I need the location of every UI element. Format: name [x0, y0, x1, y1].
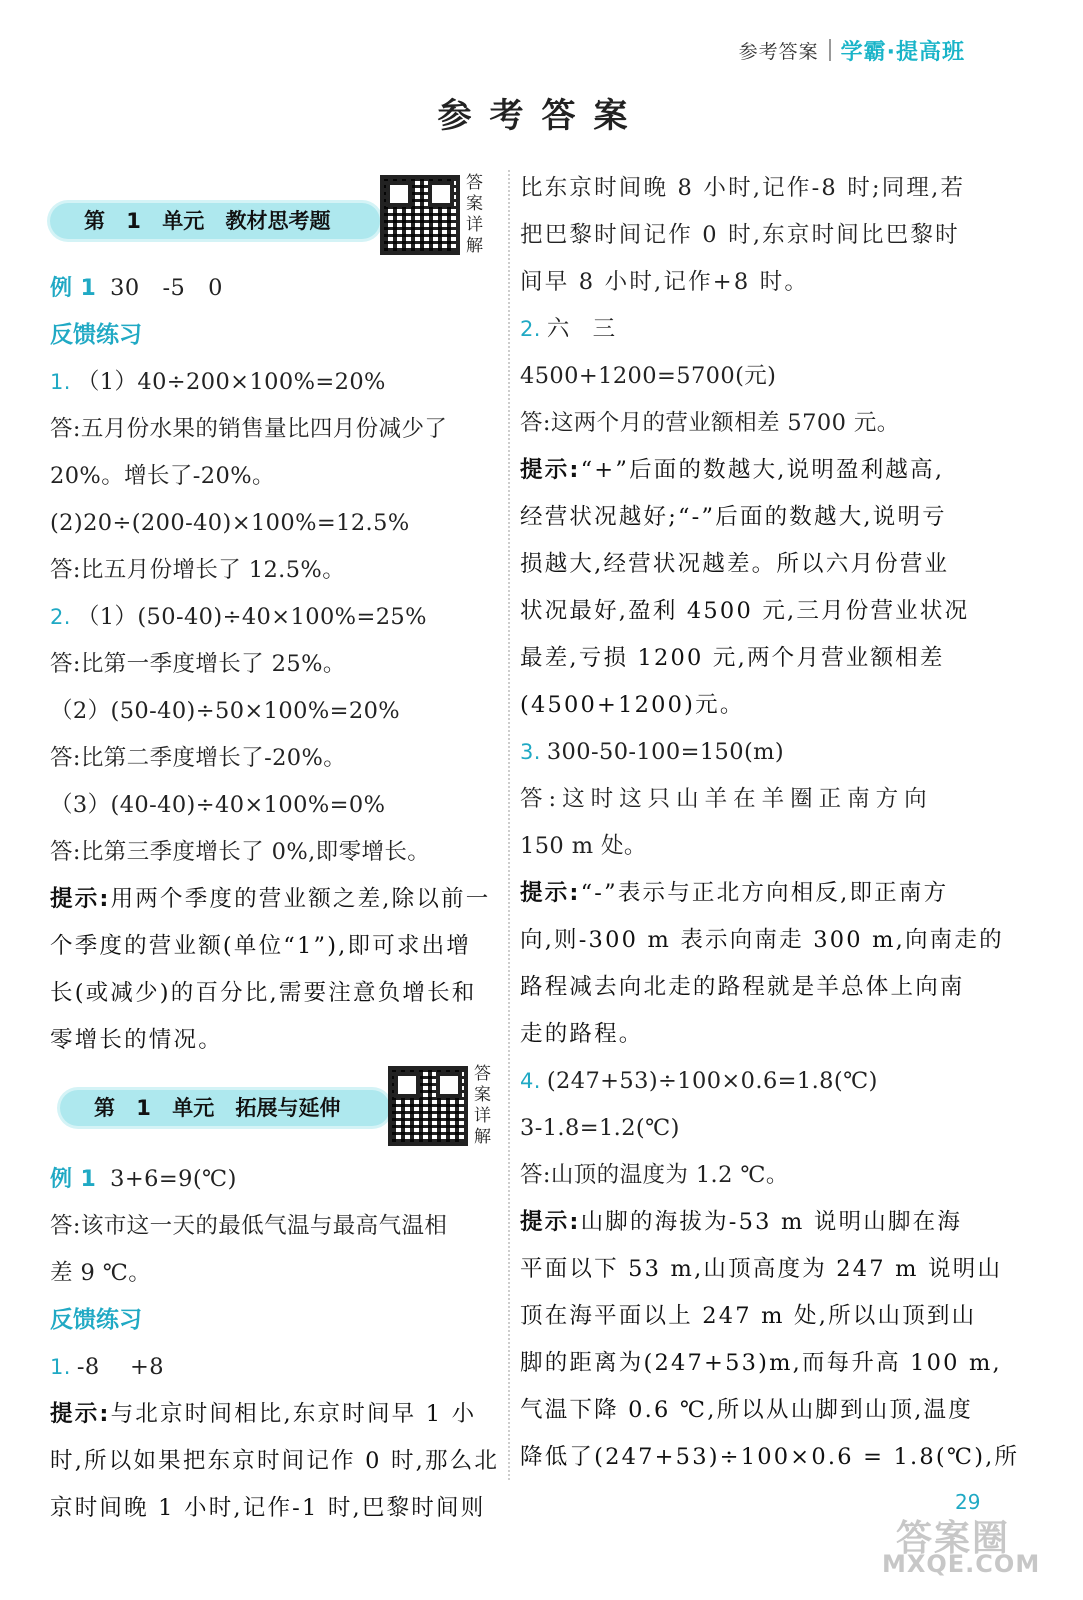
- answer-line: [50, 1344, 498, 1391]
- answer-line: [520, 729, 970, 776]
- answer-line: 3-1.8=1.2(℃): [520, 1115, 680, 1141]
- answer-line: 4500+1200=5700(元): [520, 363, 777, 389]
- tip-text: 山脚的海拔为-53 m 说明山脚在海: [580, 1209, 963, 1235]
- answer-line: 答:比第二季度增长了-20%。: [50, 745, 347, 771]
- tip-line: [50, 876, 498, 923]
- header-brand: 学霸·提高班: [840, 39, 965, 65]
- item-number: 1.: [50, 370, 71, 394]
- answer-line: 差 9 ℃。: [50, 1260, 152, 1286]
- example-label: 例 1: [50, 276, 97, 301]
- tip-label: 提示:: [50, 886, 111, 912]
- section-banner: 第 1 单元 拓展与延伸: [60, 1090, 390, 1126]
- answer-line: 间早 8 小时,记作+8 时。: [520, 269, 810, 295]
- watermark-logo: [876, 1510, 1066, 1580]
- answer-line: 20%。增长了-20%。: [50, 463, 275, 489]
- section-banner-row: [50, 1064, 498, 1156]
- tip-text: 与北京时间相比,东京时间早 1 小: [110, 1401, 477, 1427]
- tip-line: [520, 870, 970, 917]
- header-separator: [829, 39, 831, 61]
- feedback-heading: 反馈练习: [50, 1307, 142, 1333]
- answer-line: [50, 359, 498, 406]
- example-line: [50, 265, 498, 312]
- tip-line: [520, 1199, 970, 1246]
- right-column: [520, 165, 1020, 1481]
- answer-text: 六 三: [546, 316, 616, 342]
- tip-line: 状况最好,盈利 4500 元,三月份营业状况: [520, 598, 970, 624]
- tip-text: “+”后面的数越大,说明盈利越高,: [580, 457, 945, 483]
- qr-caption: 答案详解: [466, 173, 483, 256]
- answer-text: 300-50-100=150(m): [546, 739, 785, 765]
- tip-label: 提示:: [520, 1209, 581, 1235]
- tip-line: 时,所以如果把东京时间记作 0 时,那么北: [50, 1448, 500, 1474]
- answer-text: （1）40÷200×100%=20%: [76, 369, 386, 395]
- tip-line: 顶在海平面以上 247 m 处,所以山顶到山: [520, 1303, 977, 1329]
- tip-line: 走的路程。: [520, 1021, 644, 1047]
- item-number: 2.: [50, 605, 71, 629]
- answer-line: [520, 306, 970, 353]
- page-header: [739, 30, 965, 70]
- answer-line: 答:这两个月的营业额相差 5700 元。: [520, 410, 900, 436]
- answer-line: （3）(40-40)÷40×100%=0%: [50, 792, 386, 818]
- left-column: [50, 165, 498, 1532]
- tip-label: 提示:: [520, 457, 581, 483]
- item-number: 1.: [50, 1355, 71, 1379]
- answer-line: 答:比五月份增长了 12.5%。: [50, 557, 346, 583]
- answer-line: 答:比第一季度增长了 25%。: [50, 651, 346, 677]
- tip-line: 脚的距离为(247+53)m,而每升高 100 m,: [520, 1350, 1002, 1376]
- tip-line: 长(或减少)的百分比,需要注意负增长和: [50, 980, 477, 1006]
- answer-line: 答:五月份水果的销售量比四月份减少了: [50, 416, 448, 442]
- item-number: 3.: [520, 740, 541, 764]
- item-number: 2.: [520, 317, 541, 341]
- example-label: 例 1: [50, 1167, 97, 1192]
- section-banner-row: [50, 165, 498, 265]
- tip-line: 零增长的情况。: [50, 1027, 223, 1053]
- answer-text: (247+53)÷100×0.6=1.8(℃): [546, 1068, 878, 1094]
- tip-line: [50, 1391, 498, 1438]
- tip-line: 个季度的营业额(单位“1”),即可求出增: [50, 933, 472, 959]
- example-text: 30 -5 0: [110, 275, 223, 301]
- tip-line: (4500+1200)元。: [520, 692, 745, 718]
- answer-line: [520, 1058, 970, 1105]
- watermark-bottom: MXQE.COM: [882, 1550, 1041, 1578]
- answer-text: -8 +8: [76, 1354, 164, 1380]
- page-title: 参考答案: [437, 96, 646, 136]
- tip-text: 用两个季度的营业额之差,除以前一: [110, 886, 491, 912]
- tip-line: 京时间晚 1 小时,记作-1 时,巴黎时间则: [50, 1495, 486, 1521]
- qr-code-icon[interactable]: [380, 175, 460, 255]
- answer-line: 把巴黎时间记作 0 时,东京时间比巴黎时: [520, 222, 960, 248]
- example-line: [50, 1156, 498, 1203]
- tip-line: 向,则-300 m 表示向南走 300 m,向南走的: [520, 927, 1004, 953]
- feedback-heading: 反馈练习: [50, 322, 142, 348]
- tip-line: 损越大,经营状况越差。所以六月份营业: [520, 551, 950, 577]
- answer-line: 比东京时间晚 8 小时,记作-8 时;同理,若: [520, 175, 966, 201]
- header-label: 参考答案: [738, 40, 819, 63]
- column-divider: [508, 170, 510, 1480]
- answer-line: 答:该市这一天的最低气温与最高气温相: [50, 1213, 448, 1239]
- tip-line: 经营状况越好;“-”后面的数越大,说明亏: [520, 504, 947, 530]
- tip-line: 降低了(247+53)÷100×0.6 = 1.8(℃),所: [520, 1444, 1020, 1470]
- tip-label: 提示:: [50, 1401, 111, 1427]
- answer-line: 答:比第三季度增长了 0%,即零增长。: [50, 839, 431, 865]
- answer-line: 答:山顶的温度为 1.2 ℃。: [520, 1162, 789, 1188]
- answer-line: [50, 594, 498, 641]
- tip-line: 气温下降 0.6 ℃,所以从山脚到山顶,温度: [520, 1397, 973, 1423]
- item-number: 4.: [520, 1069, 541, 1093]
- example-text: 3+6=9(℃): [110, 1166, 237, 1192]
- qr-code-icon[interactable]: [388, 1066, 468, 1146]
- answer-text: （1）(50-40)÷40×100%=25%: [76, 604, 427, 630]
- tip-line: [520, 447, 970, 494]
- answer-line: （2）(50-40)÷50×100%=20%: [50, 698, 401, 724]
- watermark-top: 答案圈: [896, 1518, 1011, 1559]
- tip-line: 平面以下 53 m,山顶高度为 247 m 说明山: [520, 1256, 1003, 1282]
- tip-label: 提示:: [520, 880, 581, 906]
- answer-line: 答:这时这只山羊在羊圈正南方向: [520, 786, 933, 812]
- answer-line: (2)20÷(200-40)×100%=12.5%: [50, 510, 410, 536]
- tip-line: 最差,亏损 1200 元,两个月营业额相差: [520, 645, 945, 671]
- section-banner: 第 1 单元 教材思考题: [50, 203, 380, 239]
- tip-text: “-”表示与正北方向相反,即正南方: [580, 880, 949, 906]
- qr-caption: 答案详解: [474, 1064, 491, 1147]
- tip-line: 路程减去向北走的路程就是羊总体上向南: [520, 974, 965, 1000]
- page-number: 29: [955, 1490, 981, 1514]
- answer-line: 150 m 处。: [520, 833, 647, 859]
